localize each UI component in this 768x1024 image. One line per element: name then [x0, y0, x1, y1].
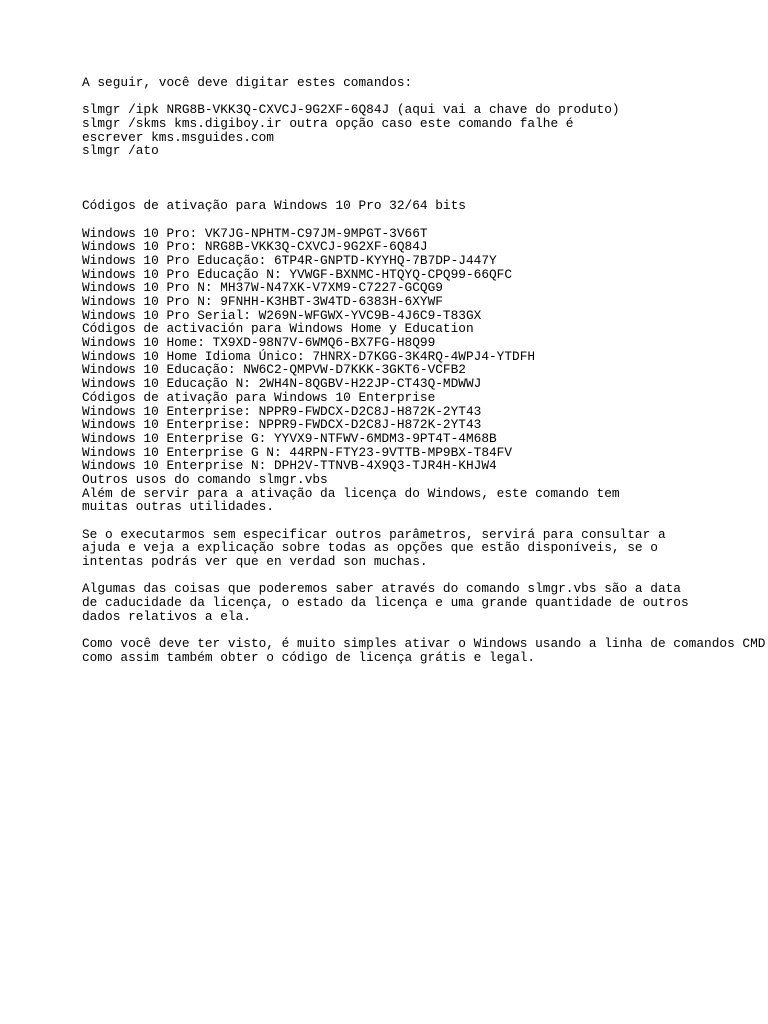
code-line: muitas outras utilidades. [82, 499, 274, 515]
code-line: Além de servir para a ativação da licença do Windows, este comando tem [82, 485, 620, 501]
code-line: Windows 10 Pro: NRG8B-VKK3Q-CXVCJ-9G2XF-6Q84J [82, 239, 428, 255]
command-line: slmgr /ato [82, 143, 159, 159]
paragraph-line: dados relativos a ela. [82, 608, 251, 624]
paragraph-line: Se o executarmos sem especificar outros parâmetros, servirá para consultar a [82, 526, 666, 542]
code-line: Outros usos do comando slmgr.vbs [82, 471, 328, 487]
command-line: escrever kms.msguides.com [82, 129, 274, 145]
command-line: slmgr /skms kms.digiboy.ir outra opção caso este comando falhe é [82, 116, 574, 132]
spacer [82, 624, 762, 638]
paragraph-line: intentas podrás ver que en verdad son muchas. [82, 554, 428, 570]
code-line: Windows 10 Pro Educação: 6TP4R-GNPTD-KYYHQ-7B7DP-J447Y [82, 252, 497, 268]
code-line: Windows 10 Enterprise N: DPH2V-TTNVB-4X9Q3-TJR4H-KHJW4 [82, 458, 497, 474]
spacer [82, 213, 762, 227]
paragraph-line: Algumas das coisas que poderemos saber através do comando slmgr.vbs são a data [82, 581, 681, 597]
spacer [82, 158, 762, 199]
spacer [82, 90, 762, 104]
spacer [82, 514, 762, 528]
document-page [82, 75, 766, 665]
code-line: Windows 10 Pro: VK7JG-NPHTM-C97JM-9MPGT-3V66T [82, 225, 428, 241]
code-line: Códigos de activación para Windows Home y Education [82, 321, 474, 337]
paragraph-line: Como você deve ter visto, é muito simples ativar o Windows usando a linha de comandos CMD [82, 636, 766, 652]
code-line: Windows 10 Enterprise: NPPR9-FWDCX-D2C8J-H872K-2YT43 [82, 417, 482, 433]
code-line: Windows 10 Educação N: 2WH4N-8QGBV-H22JP-CT43Q-MDWWJ [82, 376, 482, 392]
code-line: Windows 10 Pro N: MH37W-N47XK-V7XM9-C7227-GCQG9 [82, 280, 443, 296]
intro-text: A seguir, você deve digitar estes comandos: [82, 75, 413, 90]
code-line: Windows 10 Enterprise G: YYVX9-NTFWV-6MDM3-9PT4T-4M68B [82, 430, 497, 446]
command-line: slmgr /ipk NRG8B-VKK3Q-CXVCJ-9G2XF-6Q84J (aqui vai a chave do produto) [82, 102, 620, 118]
code-line: Windows 10 Pro N: 9FNHH-K3HBT-3W4TD-6383H-6XYWF [82, 294, 443, 310]
code-line: Windows 10 Home: TX9XD-98N7V-6WMQ6-BX7FG-H8Q99 [82, 335, 436, 351]
spacer [82, 569, 762, 583]
paragraph-line: como assim também obter o código de licença grátis e legal. [82, 649, 536, 665]
paragraph-line: ajuda e veja a explicação sobre todas as opções que estão disponíveis, se o [82, 540, 658, 556]
codes-heading: Códigos de ativação para Windows 10 Pro 32/64 bits [82, 198, 466, 214]
code-line: Códigos de ativação para Windows 10 Enterprise [82, 389, 436, 405]
code-line: Windows 10 Enterprise G N: 44RPN-FTY23-9VTTB-MP9BX-T84FV [82, 444, 513, 460]
code-line: Windows 10 Educação: NW6C2-QMPVW-D7KKK-3GKT6-VCFB2 [82, 362, 466, 378]
code-line: Windows 10 Pro Educação N: YVWGF-BXNMC-HTQYQ-CPQ99-66QFC [82, 266, 513, 282]
code-line: Windows 10 Enterprise: NPPR9-FWDCX-D2C8J-H872K-2YT43 [82, 403, 482, 419]
code-line: Windows 10 Home Idioma Único: 7HNRX-D7KGG-3K4RQ-4WPJ4-YTDFH [82, 348, 536, 364]
code-line: Windows 10 Pro Serial: W269N-WFGWX-YVC9B-4J6C9-T83GX [82, 307, 482, 323]
paragraph-line: de caducidade da licença, o estado da licença e uma grande quantidade de outros [82, 595, 689, 611]
